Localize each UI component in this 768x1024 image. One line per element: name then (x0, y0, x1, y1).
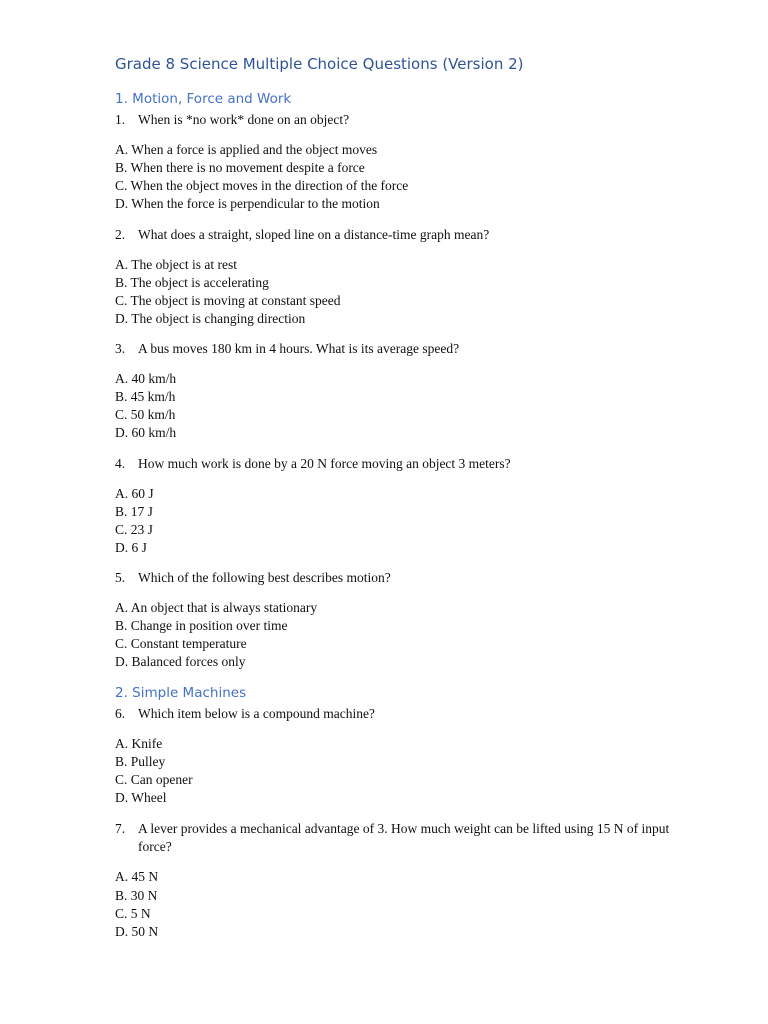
question-stem (115, 455, 675, 473)
answer-option-a: A. 40 km/h (115, 371, 177, 387)
question-text: Which item below is a compound machine? (138, 706, 375, 721)
answer-option-b: B. Pulley (115, 754, 166, 770)
question-number: 4. (115, 456, 126, 471)
question-text: How much work is done by a 20 N force moving an object 3 meters? (138, 456, 511, 471)
answer-option-b: B. 45 km/h (115, 389, 176, 405)
answer-option-b: B. 30 N (115, 887, 158, 903)
question-3 (115, 340, 675, 443)
answer-option-c: C. Can opener (115, 772, 193, 788)
question-text: When is *no work* done on an object? (138, 112, 350, 127)
question-stem (115, 226, 675, 244)
question-text: A lever provides a mechanical advantage of 3. How much weight can be lifted using 15 N of input force? (138, 821, 670, 855)
question-number: 7. (115, 821, 126, 836)
question-2 (115, 226, 675, 329)
answer-option-d: D. 50 N (115, 923, 159, 939)
answer-option-c: C. When the object moves in the direction of the force (115, 178, 409, 194)
document-title: Grade 8 Science Multiple Choice Questions (Version 2) (115, 55, 524, 73)
question-1 (115, 111, 675, 214)
question-stem (115, 111, 675, 129)
question-stem (115, 569, 675, 587)
answer-options (115, 256, 675, 328)
question-6 (115, 705, 675, 808)
answer-options (115, 735, 675, 807)
answer-option-d: D. 60 km/h (115, 425, 177, 441)
question-number: 6. (115, 706, 126, 721)
answer-option-d: D. 6 J (115, 540, 147, 556)
question-7 (115, 820, 675, 941)
answer-options (115, 599, 675, 671)
answer-option-c: C. 50 km/h (115, 407, 176, 423)
question-stem (115, 820, 675, 856)
question-5 (115, 569, 675, 672)
answer-option-a: A. The object is at rest (115, 257, 237, 273)
question-4 (115, 455, 675, 558)
answer-option-a: A. 45 N (115, 869, 159, 885)
answer-option-a: A. Knife (115, 736, 163, 752)
section-heading-simple-machines: 2. Simple Machines (115, 685, 247, 701)
question-stem (115, 705, 675, 723)
answer-option-c: C. Constant temperature (115, 636, 247, 652)
question-number: 3. (115, 341, 126, 356)
question-stem (115, 340, 675, 358)
answer-options (115, 141, 675, 213)
answer-option-a: A. An object that is always stationary (115, 600, 318, 616)
section-heading-motion-force-work: 1. Motion, Force and Work (115, 91, 292, 107)
answer-option-b: B. When there is no movement despite a force (115, 160, 365, 176)
question-text: Which of the following best describes motion? (138, 570, 391, 585)
question-number: 1. (115, 112, 126, 127)
answer-option-d: D. When the force is perpendicular to the motion (115, 196, 380, 212)
answer-option-c: C. 23 J (115, 522, 153, 538)
question-text: What does a straight, sloped line on a distance-time graph mean? (138, 227, 490, 242)
answer-option-b: B. 17 J (115, 504, 153, 520)
answer-option-a: A. When a force is applied and the object moves (115, 142, 378, 158)
answer-options (115, 868, 675, 940)
answer-option-a: A. 60 J (115, 486, 154, 502)
answer-option-d: D. Balanced forces only (115, 654, 246, 670)
question-number: 2. (115, 227, 126, 242)
answer-option-d: D. Wheel (115, 790, 167, 806)
question-number: 5. (115, 570, 126, 585)
answer-options (115, 370, 675, 442)
answer-option-c: C. The object is moving at constant speed (115, 293, 341, 309)
question-text: A bus moves 180 km in 4 hours. What is its average speed? (138, 341, 460, 356)
answer-option-b: B. Change in position over time (115, 618, 288, 634)
answer-options (115, 485, 675, 557)
answer-option-d: D. The object is changing direction (115, 311, 306, 327)
answer-option-b: B. The object is accelerating (115, 275, 269, 291)
answer-option-c: C. 5 N (115, 905, 151, 921)
